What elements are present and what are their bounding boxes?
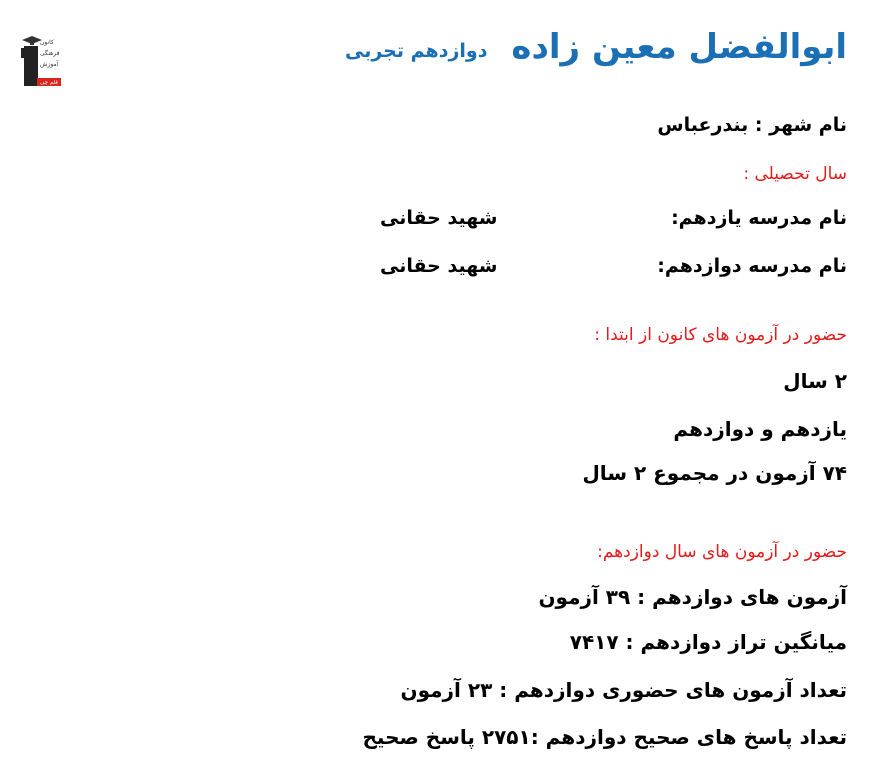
correct-answers-12: تعداد پاسخ های صحیح دوازدهم :۲۷۵۱ پاسخ صحیح (362, 725, 847, 749)
academic-year-label: سال تحصیلی : (743, 164, 847, 184)
attendance-12-heading: حضور در آزمون های سال دوازدهم: (597, 542, 847, 562)
logo-text-line-4: قلم چی (40, 80, 58, 86)
student-name: ابوالفضل معین زاده (511, 27, 847, 67)
exams-12-count: آزمون های دوازدهم : ۳۹ آزمون (538, 585, 847, 609)
logo-text-line-2: فرهنگی (40, 50, 60, 57)
avg-score-12: میانگین تراز دوازدهم : ۷۴۱۷ (569, 630, 847, 654)
attendance-exams-total: ۷۴ آزمون در مجموع ۲ سال (582, 461, 847, 485)
logo-text-line-3: آموزش (40, 61, 59, 68)
school-11-value: شهید حقانی (380, 207, 498, 229)
school-12-label: نام مدرسه دوازدهم: (657, 255, 847, 277)
attendance-total-heading: حضور در آزمون های کانون از ابتدا : (594, 325, 847, 345)
grade-label: دوازدهم تجربی (345, 40, 488, 62)
city-line: نام شهر : بندرعباس (657, 114, 847, 136)
kanoon-logo-icon (18, 34, 68, 90)
attendance-grades: یازدهم و دوازدهم (673, 417, 847, 441)
school-12-value: شهید حقانی (380, 255, 498, 277)
in-person-exams-12: تعداد آزمون های حضوری دوازدهم : ۲۳ آزمون (400, 678, 847, 702)
school-11-label: نام مدرسه یازدهم: (671, 207, 847, 229)
attendance-years: ۲ سال (783, 369, 847, 393)
logo-text-line-1: کانون (40, 39, 54, 46)
